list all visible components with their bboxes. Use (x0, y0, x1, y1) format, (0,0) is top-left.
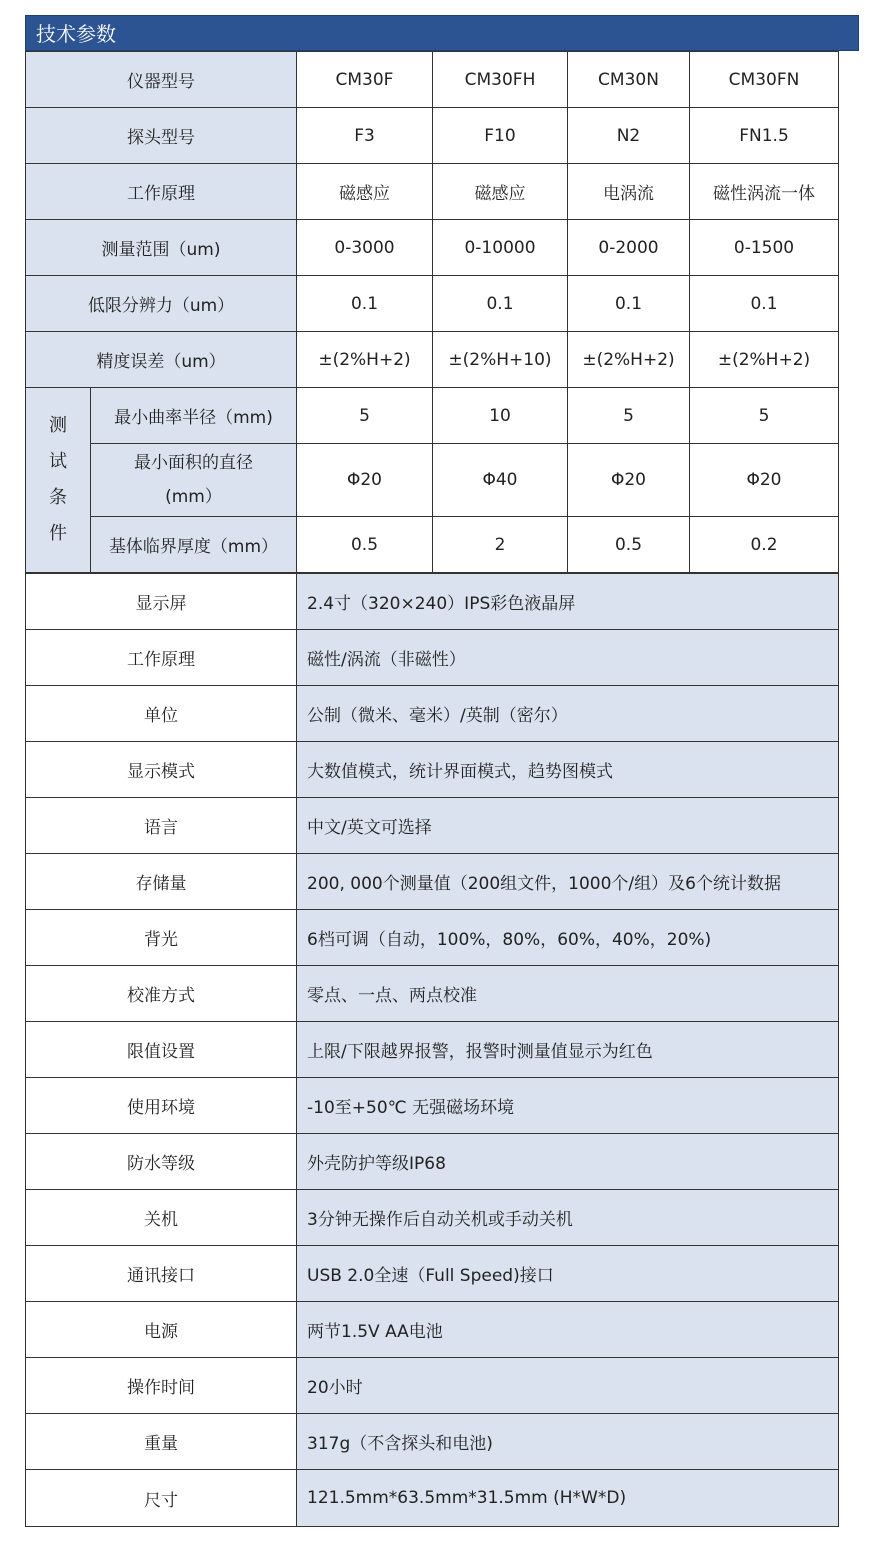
spec-value: USB 2.0全速（Full Speed)接口 (297, 1246, 839, 1302)
table-row (26, 1246, 839, 1302)
spec-value: 上限/下限越界报警，报警时测量值显示为红色 (297, 1022, 839, 1078)
spec-value: 磁性/涡流（非磁性） (297, 630, 839, 686)
table-row (26, 444, 839, 517)
group-char: 测 (49, 415, 67, 436)
general-spec-table (25, 573, 839, 1527)
row-label: 测量范围（um) (26, 220, 297, 276)
value-cell: 0-3000 (297, 220, 433, 276)
table-row (26, 1022, 839, 1078)
value-cell: 0.5 (568, 517, 690, 573)
value-cell: 0-2000 (568, 220, 690, 276)
table-row (26, 910, 839, 966)
model-cell: CM30FN (690, 52, 839, 108)
table-row (26, 966, 839, 1022)
row-label: 工作原理 (26, 164, 297, 220)
section-title: 技术参数 (25, 15, 859, 51)
spec-label: 操作时间 (26, 1358, 297, 1414)
spec-value: 两节1.5V AA电池 (297, 1302, 839, 1358)
model-cell: CM30N (568, 52, 690, 108)
value-cell: Φ20 (690, 444, 839, 517)
value-cell: N2 (568, 108, 690, 164)
value-cell: 10 (433, 388, 568, 444)
spec-sheet (25, 15, 859, 1527)
spec-value: 外壳防护等级IP68 (297, 1134, 839, 1190)
table-row (26, 388, 839, 444)
row-label: 低限分辨力（um） (26, 276, 297, 332)
spec-label: 尺寸 (26, 1470, 297, 1527)
value-cell: Φ20 (297, 444, 433, 517)
row-label: 精度误差（um） (26, 332, 297, 388)
table-row (26, 1358, 839, 1414)
group-char: 试 (49, 451, 67, 472)
table-row (26, 1302, 839, 1358)
table-row (26, 108, 839, 164)
spec-value: 6档可调（自动，100%，80%，60%，40%，20%) (297, 910, 839, 966)
spec-label: 防水等级 (26, 1134, 297, 1190)
value-cell: F3 (297, 108, 433, 164)
table-row (26, 1134, 839, 1190)
spec-label: 电源 (26, 1302, 297, 1358)
spec-value: 公制（微米、毫米）/英制（密尔） (297, 686, 839, 742)
value-cell: 磁感应 (433, 164, 568, 220)
spec-value: 3分钟无操作后自动关机或手动关机 (297, 1190, 839, 1246)
spec-label: 工作原理 (26, 630, 297, 686)
value-cell: 5 (297, 388, 433, 444)
value-cell: 0.2 (690, 517, 839, 573)
table-row (26, 164, 839, 220)
row-label (91, 444, 297, 517)
table-row (26, 574, 839, 630)
spec-label: 关机 (26, 1190, 297, 1246)
value-cell: Φ40 (433, 444, 568, 517)
spec-label: 使用环境 (26, 1078, 297, 1134)
spec-label: 显示模式 (26, 742, 297, 798)
value-cell: 2 (433, 517, 568, 573)
table-row (26, 52, 839, 108)
spec-label: 重量 (26, 1414, 297, 1470)
value-cell: ±(2%H+2) (568, 332, 690, 388)
spec-value: 317g（不含探头和电池) (297, 1414, 839, 1470)
row-label-line: (mm） (165, 487, 222, 507)
table-row (26, 276, 839, 332)
value-cell: 0.1 (297, 276, 433, 332)
spec-label: 通讯接口 (26, 1246, 297, 1302)
row-label: 基体临界厚度（mm） (91, 517, 297, 573)
table-row (26, 630, 839, 686)
value-cell: 0-1500 (690, 220, 839, 276)
spec-value: 121.5mm*63.5mm*31.5mm (H*W*D) (297, 1470, 839, 1527)
value-cell: 0.1 (690, 276, 839, 332)
group-char: 条 (49, 487, 67, 508)
model-cell: CM30FH (433, 52, 568, 108)
value-cell: 0.1 (568, 276, 690, 332)
spec-value: 20小时 (297, 1358, 839, 1414)
value-cell: 磁性涡流一体 (690, 164, 839, 220)
spec-value: 零点、一点、两点校准 (297, 966, 839, 1022)
value-cell: 0.1 (433, 276, 568, 332)
group-char: 件 (49, 523, 67, 544)
table-row (26, 686, 839, 742)
value-cell: F10 (433, 108, 568, 164)
table-row (26, 332, 839, 388)
test-conditions-group-label (26, 388, 91, 573)
value-cell: ±(2%H+10) (433, 332, 568, 388)
spec-label: 存储量 (26, 854, 297, 910)
spec-label: 背光 (26, 910, 297, 966)
value-cell: 5 (690, 388, 839, 444)
table-row (26, 1414, 839, 1470)
value-cell: 5 (568, 388, 690, 444)
table-row (26, 1078, 839, 1134)
table-row (26, 854, 839, 910)
table-row (26, 220, 839, 276)
model-cell: CM30F (297, 52, 433, 108)
spec-value: 2.4寸（320×240）IPS彩色液晶屏 (297, 574, 839, 630)
table-row (26, 1470, 839, 1527)
value-cell: FN1.5 (690, 108, 839, 164)
spec-value: -10至+50℃ 无强磁场环境 (297, 1078, 839, 1134)
model-spec-table (25, 51, 839, 573)
spec-value: 200, 000个测量值（200组文件，1000个/组）及6个统计数据 (297, 854, 839, 910)
spec-value: 大数值模式，统计界面模式，趋势图模式 (297, 742, 839, 798)
value-cell: ±(2%H+2) (690, 332, 839, 388)
table-row (26, 517, 839, 573)
table-row (26, 1190, 839, 1246)
table-row (26, 798, 839, 854)
spec-label: 单位 (26, 686, 297, 742)
table-row (26, 742, 839, 798)
value-cell: Φ20 (568, 444, 690, 517)
spec-value: 中文/英文可选择 (297, 798, 839, 854)
spec-label: 校准方式 (26, 966, 297, 1022)
spec-label: 语言 (26, 798, 297, 854)
value-cell: ±(2%H+2) (297, 332, 433, 388)
value-cell: 电涡流 (568, 164, 690, 220)
value-cell: 0.5 (297, 517, 433, 573)
spec-label: 限值设置 (26, 1022, 297, 1078)
value-cell: 0-10000 (433, 220, 568, 276)
spec-label: 显示屏 (26, 574, 297, 630)
general-spec-body (26, 574, 839, 1527)
value-cell: 磁感应 (297, 164, 433, 220)
row-label: 探头型号 (26, 108, 297, 164)
row-label: 仪器型号 (26, 52, 297, 108)
row-label: 最小曲率半径（mm) (91, 388, 297, 444)
row-label-line: 最小面积的直径 (134, 453, 253, 473)
